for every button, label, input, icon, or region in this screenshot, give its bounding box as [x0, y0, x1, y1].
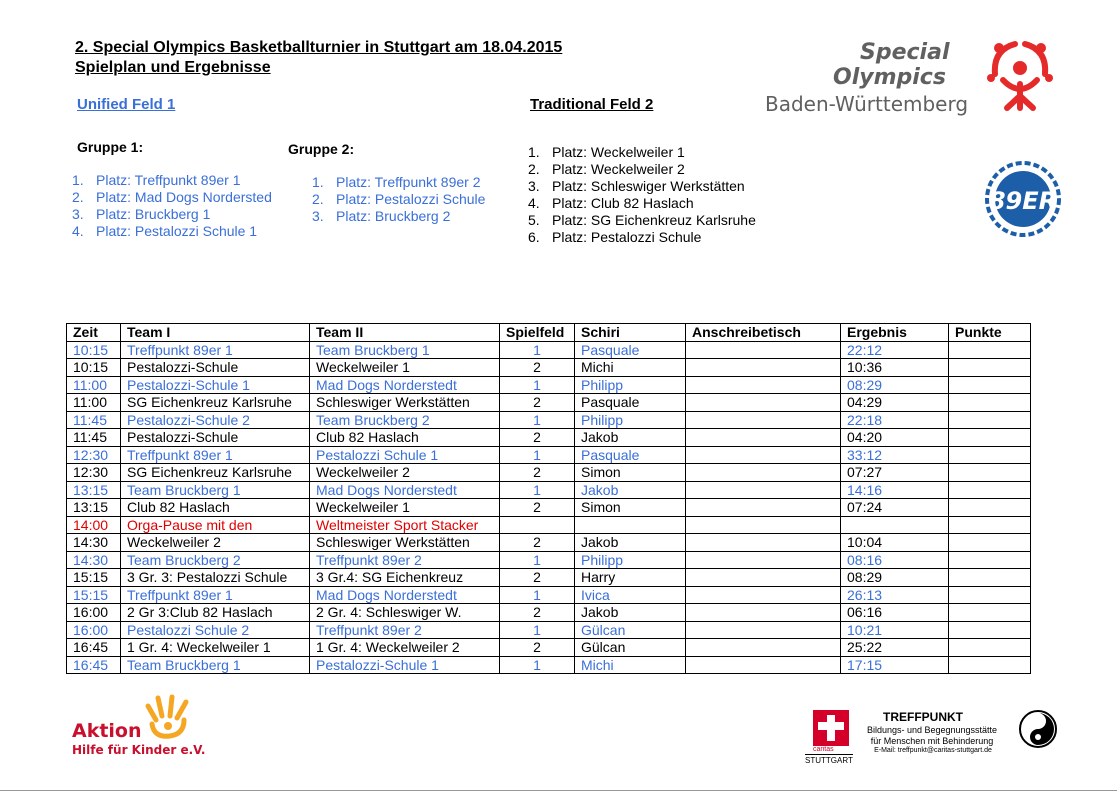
- table-cell: [500, 516, 575, 534]
- treffpunkt-email: E-Mail: treffpunkt@caritas-stuttgart.de: [874, 747, 992, 754]
- column-header: Schiri: [575, 324, 686, 342]
- group1-title: Gruppe 1:: [77, 139, 144, 155]
- table-cell: Simon: [575, 464, 686, 482]
- so-logo-line3: Baden-Württemberg: [765, 92, 969, 116]
- table-cell: Team Bruckberg 1: [121, 656, 310, 674]
- table-cell: [949, 551, 1031, 569]
- table-cell: Pestalozzi Schule 1: [310, 446, 500, 464]
- treffpunkt-line2: für Menschen mit Behinderung: [870, 736, 994, 746]
- table-cell: Weckelweiler 1: [310, 359, 500, 377]
- table-cell: Treffpunkt 89er 1: [121, 586, 310, 604]
- schedule-table: [66, 323, 1031, 674]
- table-cell: 1 Gr. 4: Weckelweiler 2: [310, 639, 500, 657]
- traditional-field-heading: Traditional Feld 2: [530, 96, 654, 113]
- group2-ranking: [312, 174, 485, 225]
- column-header: Team II: [310, 324, 500, 342]
- table-cell: [686, 516, 841, 534]
- table-cell: [686, 411, 841, 429]
- table-cell: Treffpunkt 89er 1: [121, 341, 310, 359]
- table-cell: 2: [500, 394, 575, 412]
- table-cell: [949, 411, 1031, 429]
- special-olympics-logo: [765, 40, 975, 120]
- table-cell: Pestalozzi-Schule 2: [121, 411, 310, 429]
- table-row: [67, 516, 1031, 534]
- schedule-body: [67, 341, 1031, 674]
- table-cell: SG Eichenkreuz Karlsruhe: [121, 464, 310, 482]
- table-cell: 1: [500, 656, 575, 674]
- table-cell: Michi: [575, 359, 686, 377]
- table-row: [67, 341, 1031, 359]
- table-cell: [949, 569, 1031, 587]
- table-cell: 2: [500, 569, 575, 587]
- table-cell: Jakob: [575, 534, 686, 552]
- table-cell: [949, 341, 1031, 359]
- table-cell: Weckelweiler 2: [310, 464, 500, 482]
- table-cell: Simon: [575, 499, 686, 517]
- list-item: 1. Platz: Treffpunkt 89er 2: [312, 174, 481, 190]
- table-cell: [949, 464, 1031, 482]
- table-cell: 2 Gr 3:Club 82 Haslach: [121, 604, 310, 622]
- table-cell: Philipp: [575, 376, 686, 394]
- so-logo-line1: Special: [860, 40, 950, 65]
- list-item: 2. Platz: Pestalozzi Schule: [312, 191, 486, 207]
- table-cell: Mad Dogs Norderstedt: [310, 586, 500, 604]
- table-cell: 25:22: [841, 639, 949, 657]
- table-cell: Orga-Pause mit den: [121, 516, 310, 534]
- treffpunkt-title: TREFFPUNKT: [883, 710, 963, 724]
- table-row: [67, 586, 1031, 604]
- table-cell: Treffpunkt 89er 2: [310, 621, 500, 639]
- table-row: [67, 656, 1031, 674]
- table-cell: [686, 534, 841, 552]
- table-cell: Michi: [575, 656, 686, 674]
- table-row: [67, 534, 1031, 552]
- table-row: [67, 604, 1031, 622]
- table-cell: [686, 429, 841, 447]
- table-cell: Weckelweiler 1: [310, 499, 500, 517]
- table-cell: [686, 551, 841, 569]
- document-title: [75, 38, 562, 78]
- table-cell: 04:29: [841, 394, 949, 412]
- table-cell: Club 82 Haslach: [310, 429, 500, 447]
- table-cell: [949, 516, 1031, 534]
- table-cell: 1: [500, 341, 575, 359]
- table-cell: 15:15: [67, 586, 121, 604]
- title-line-2: Spielplan und Ergebnisse: [75, 59, 271, 76]
- table-cell: [949, 621, 1031, 639]
- table-cell: 10:15: [67, 359, 121, 377]
- column-header: Punkte: [949, 324, 1031, 342]
- list-item: 4. Platz: Pestalozzi Schule 1: [72, 223, 258, 239]
- table-cell: 1 Gr. 4: Weckelweiler 1: [121, 639, 310, 657]
- table-cell: [686, 376, 841, 394]
- table-cell: 11:00: [67, 376, 121, 394]
- table-cell: [686, 359, 841, 377]
- table-cell: 3 Gr.4: SG Eichenkreuz: [310, 569, 500, 587]
- caritas-label: caritas: [813, 746, 834, 753]
- table-cell: Pestalozzi-Schule: [121, 429, 310, 447]
- list-item: 1. Platz: Treffpunkt 89er 1: [72, 172, 241, 188]
- table-row: [67, 411, 1031, 429]
- table-row: [67, 446, 1031, 464]
- table-cell: 12:30: [67, 464, 121, 482]
- table-cell: 13:15: [67, 499, 121, 517]
- list-item: 5. Platz: SG Eichenkreuz Karlsruhe: [528, 212, 756, 228]
- table-cell: 16:45: [67, 639, 121, 657]
- table-cell: Team Bruckberg 1: [121, 481, 310, 499]
- table-cell: 10:36: [841, 359, 949, 377]
- table-cell: 16:00: [67, 604, 121, 622]
- table-cell: Jakob: [575, 429, 686, 447]
- table-cell: Mad Dogs Norderstedt: [310, 376, 500, 394]
- table-cell: 2: [500, 534, 575, 552]
- list-item: 3. Platz: Bruckberg 2: [312, 208, 451, 224]
- table-cell: 10:04: [841, 534, 949, 552]
- table-cell: Pasquale: [575, 394, 686, 412]
- table-cell: [686, 481, 841, 499]
- table-cell: 2 Gr. 4: Schleswiger W.: [310, 604, 500, 622]
- table-cell: 1: [500, 621, 575, 639]
- table-cell: 2: [500, 429, 575, 447]
- table-cell: Philipp: [575, 551, 686, 569]
- hand-icon: [144, 694, 192, 740]
- table-cell: Harry: [575, 569, 686, 587]
- table-row: [67, 499, 1031, 517]
- table-row: [67, 569, 1031, 587]
- table-cell: Team Bruckberg 2: [310, 411, 500, 429]
- table-cell: 3 Gr. 3: Pestalozzi Schule: [121, 569, 310, 587]
- table-cell: [686, 639, 841, 657]
- table-cell: [841, 516, 949, 534]
- caritas-treffpunkt-logo: [805, 700, 1075, 770]
- table-cell: 11:45: [67, 429, 121, 447]
- table-cell: 10:15: [67, 341, 121, 359]
- table-cell: Jakob: [575, 481, 686, 499]
- table-cell: Pestalozzi Schule 2: [121, 621, 310, 639]
- so-logo-line2: Olympics: [833, 65, 946, 90]
- column-header: Ergebnis: [841, 324, 949, 342]
- caritas-cross-icon: [813, 710, 849, 746]
- table-cell: 08:16: [841, 551, 949, 569]
- table-cell: Pestalozzi-Schule: [121, 359, 310, 377]
- table-cell: Gülcan: [575, 621, 686, 639]
- table-cell: Philipp: [575, 411, 686, 429]
- table-cell: 1: [500, 411, 575, 429]
- column-header: Team I: [121, 324, 310, 342]
- table-row: [67, 464, 1031, 482]
- table-cell: Treffpunkt 89er 1: [121, 446, 310, 464]
- table-cell: 33:12: [841, 446, 949, 464]
- table-cell: Pestalozzi-Schule 1: [121, 376, 310, 394]
- table-row: [67, 359, 1031, 377]
- table-cell: 06:16: [841, 604, 949, 622]
- table-cell: Pestalozzi-Schule 1: [310, 656, 500, 674]
- group2-title: Gruppe 2:: [288, 141, 355, 157]
- table-cell: 04:20: [841, 429, 949, 447]
- caritas-city: STUTTGART: [805, 756, 853, 765]
- traditional-ranking: [528, 144, 756, 246]
- table-cell: Club 82 Haslach: [121, 499, 310, 517]
- special-olympics-emblem-icon: [985, 36, 1055, 122]
- column-header: Spielfeld: [500, 324, 575, 342]
- table-cell: 2: [500, 604, 575, 622]
- table-cell: 14:16: [841, 481, 949, 499]
- aktion-title: Aktion: [72, 720, 142, 742]
- table-cell: 10:21: [841, 621, 949, 639]
- table-cell: 22:12: [841, 341, 949, 359]
- table-cell: 26:13: [841, 586, 949, 604]
- list-item: 2. Platz: Weckelweiler 2: [528, 161, 685, 177]
- table-cell: 14:30: [67, 551, 121, 569]
- table-cell: 17:15: [841, 656, 949, 674]
- table-cell: Team Bruckberg 1: [310, 341, 500, 359]
- table-cell: [686, 464, 841, 482]
- table-cell: Team Bruckberg 2: [121, 551, 310, 569]
- table-cell: [949, 359, 1031, 377]
- table-cell: 08:29: [841, 569, 949, 587]
- table-cell: 11:00: [67, 394, 121, 412]
- table-cell: [686, 499, 841, 517]
- list-item: 4. Platz: Club 82 Haslach: [528, 195, 694, 211]
- table-cell: Gülcan: [575, 639, 686, 657]
- list-item: 3. Platz: Schleswiger Werkstätten: [528, 178, 745, 194]
- table-cell: 16:45: [67, 656, 121, 674]
- table-cell: [686, 394, 841, 412]
- unified-field-heading: Unified Feld 1: [77, 96, 176, 113]
- aktion-hilfe-fuer-kinder-logo: [72, 694, 212, 764]
- club-89er-text: 89ER: [988, 187, 1058, 215]
- table-cell: Pasquale: [575, 446, 686, 464]
- table-cell: 12:30: [67, 446, 121, 464]
- table-cell: Ivica: [575, 586, 686, 604]
- club-89er-logo-icon: [985, 155, 1061, 243]
- table-row: [67, 621, 1031, 639]
- group1-ranking: [72, 172, 272, 240]
- table-cell: [686, 341, 841, 359]
- table-cell: 2: [500, 464, 575, 482]
- table-cell: 22:18: [841, 411, 949, 429]
- table-cell: 1: [500, 586, 575, 604]
- table-cell: 2: [500, 639, 575, 657]
- table-row: [67, 376, 1031, 394]
- column-header: Zeit: [67, 324, 121, 342]
- table-cell: 16:00: [67, 621, 121, 639]
- table-cell: [686, 569, 841, 587]
- table-cell: 14:30: [67, 534, 121, 552]
- title-line-1: 2. Special Olympics Basketballturnier in Stuttgart am 18.04.2015: [75, 39, 563, 56]
- table-cell: [575, 516, 686, 534]
- table-cell: [686, 446, 841, 464]
- table-cell: [949, 446, 1031, 464]
- table-cell: [686, 586, 841, 604]
- table-cell: [686, 656, 841, 674]
- table-cell: [949, 499, 1031, 517]
- table-cell: 11:45: [67, 411, 121, 429]
- table-cell: Treffpunkt 89er 2: [310, 551, 500, 569]
- table-cell: Mad Dogs Norderstedt: [310, 481, 500, 499]
- table-cell: 1: [500, 481, 575, 499]
- column-header: Anschreibetisch: [686, 324, 841, 342]
- table-cell: 07:24: [841, 499, 949, 517]
- table-cell: [949, 394, 1031, 412]
- table-cell: Weltmeister Sport Stacker: [310, 516, 500, 534]
- list-item: 3. Platz: Bruckberg 1: [72, 206, 211, 222]
- list-item: 2. Platz: Mad Dogs Nordersted: [72, 189, 272, 205]
- table-cell: [949, 656, 1031, 674]
- table-cell: [686, 604, 841, 622]
- table-cell: [949, 481, 1031, 499]
- page-bottom-rule: [0, 790, 1117, 791]
- table-row: [67, 429, 1031, 447]
- table-cell: 1: [500, 376, 575, 394]
- table-cell: [949, 429, 1031, 447]
- treffpunkt-emblem-icon: [1017, 708, 1059, 750]
- table-cell: 15:15: [67, 569, 121, 587]
- table-cell: 1: [500, 446, 575, 464]
- table-cell: [949, 534, 1031, 552]
- table-cell: Jakob: [575, 604, 686, 622]
- table-row: [67, 394, 1031, 412]
- table-cell: 08:29: [841, 376, 949, 394]
- aktion-subtitle: Hilfe für Kinder e.V.: [72, 743, 206, 757]
- list-item: 1. Platz: Weckelweiler 1: [528, 144, 685, 160]
- table-cell: 07:27: [841, 464, 949, 482]
- table-cell: 13:15: [67, 481, 121, 499]
- table-cell: SG Eichenkreuz Karlsruhe: [121, 394, 310, 412]
- table-cell: Schleswiger Werkstätten: [310, 534, 500, 552]
- table-cell: Weckelweiler 2: [121, 534, 310, 552]
- table-cell: 1: [500, 551, 575, 569]
- table-cell: [686, 621, 841, 639]
- table-cell: [949, 604, 1031, 622]
- table-cell: [949, 376, 1031, 394]
- table-row: [67, 639, 1031, 657]
- table-cell: Pasquale: [575, 341, 686, 359]
- table-cell: 14:00: [67, 516, 121, 534]
- treffpunkt-line1: Bildungs- und Begegnungsstätte: [866, 725, 998, 735]
- table-cell: 2: [500, 359, 575, 377]
- table-cell: Schleswiger Werkstätten: [310, 394, 500, 412]
- table-row: [67, 481, 1031, 499]
- table-cell: 2: [500, 499, 575, 517]
- table-header-row: [67, 324, 1031, 342]
- list-item: 6. Platz: Pestalozzi Schule: [528, 229, 702, 245]
- table-cell: [949, 586, 1031, 604]
- table-cell: [949, 639, 1031, 657]
- table-row: [67, 551, 1031, 569]
